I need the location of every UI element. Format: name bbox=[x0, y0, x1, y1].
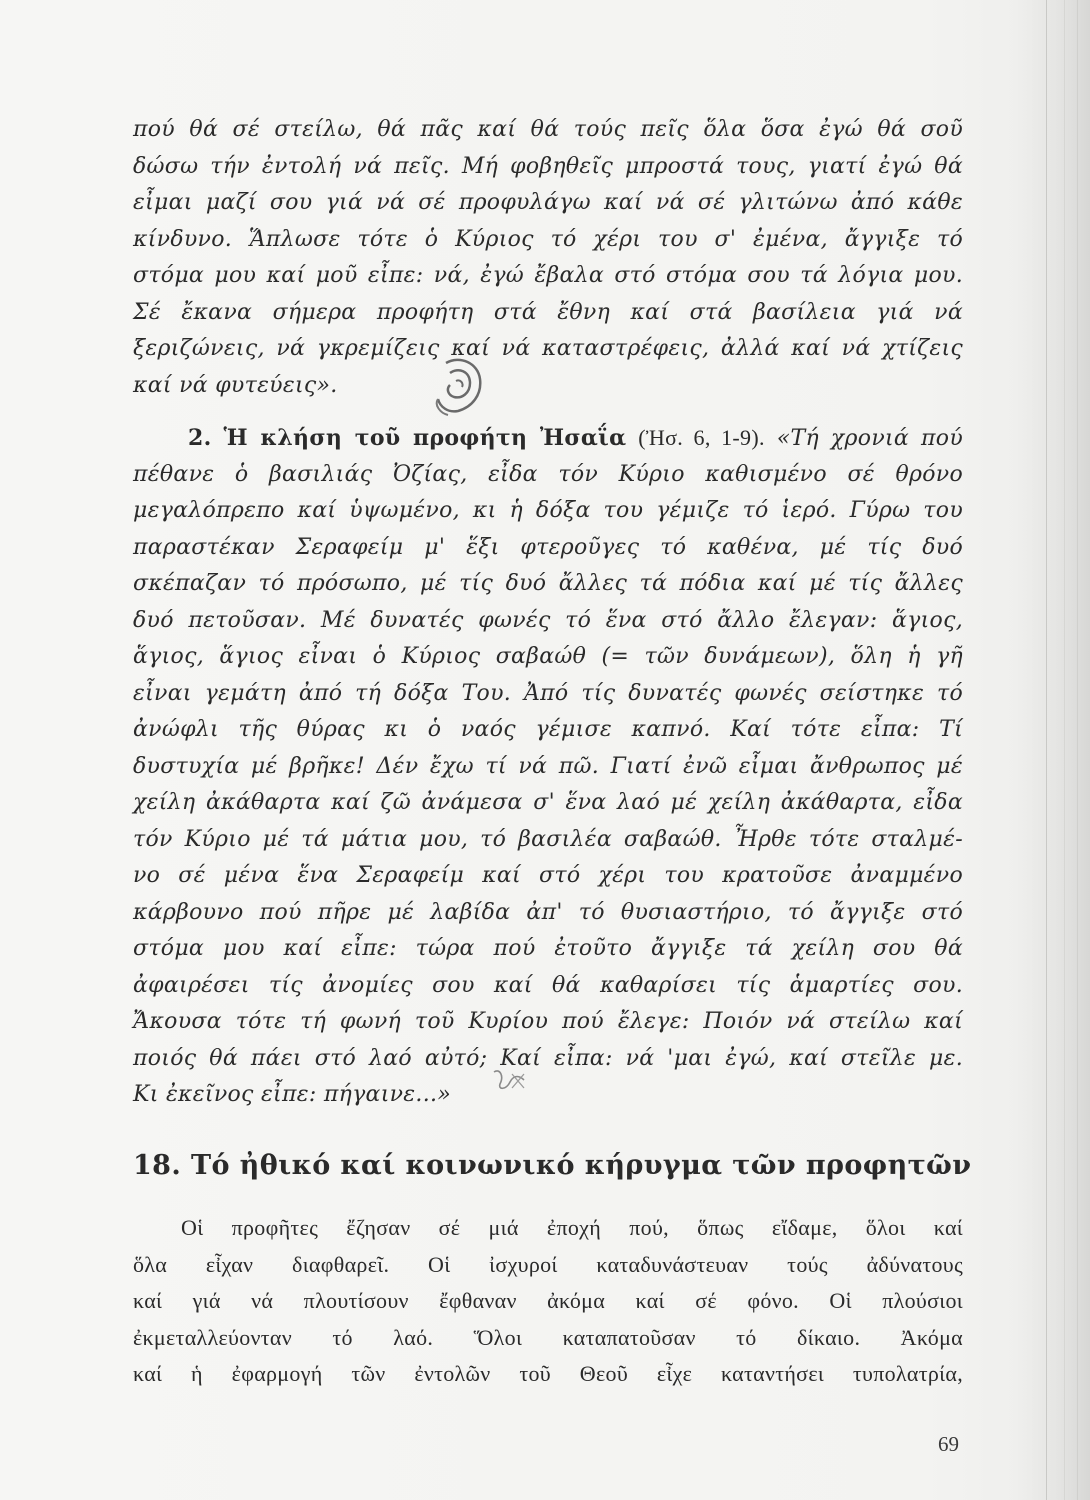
text-line: ὅλα εἶχαν διαφθαρεῖ. Οἱ ἰσχυροί καταδυνάστευαν τούς ἀδύνατους bbox=[133, 1251, 963, 1277]
page-number: 69 bbox=[938, 1432, 959, 1456]
text-line: στόμα μου καί μοῦ εἶπε: νά, ἐγώ ἔβαλα στό στόμα σου τά λόγια μου. bbox=[133, 263, 963, 288]
text-line: σκέπαζαν τό πρόσωπο, μέ τίς δυό ἄλλες τά πόδια καί μέ τίς ἄλλες bbox=[133, 571, 963, 596]
paragraph-title: Ἡ κλήση τοῦ προφήτη Ἠσαΐα bbox=[223, 425, 627, 451]
text-line: εἶμαι μαζί σου γιά νά σέ προφυλάγω καί νά σέ γλιτώνω ἀπό κάθε bbox=[133, 190, 963, 215]
text-line: Οἱ προφῆτες ἔζησαν σέ μιά ἐποχή πού, ὅπως εἴδαμε, ὅλοι καί bbox=[181, 1215, 963, 1240]
text-line: νο σέ μένα ἕνα Σεραφείμ καί στό χέρι του κρατοῦσε ἀναμμένο bbox=[133, 863, 963, 888]
text-line: πού θά σέ στείλω, θά πᾶς καί θά τούς πεῖς ὅλα ὅσα ἐγώ θά σοῦ bbox=[133, 117, 963, 142]
isaiah-paragraph bbox=[133, 420, 963, 1114]
text-line: πέθανε ὁ βασιλιάς Ὀζίας, εἶδα τόν Κύριο καθισμένο σέ θρόνο bbox=[133, 461, 963, 487]
page-edge-line bbox=[1064, 0, 1065, 1500]
binding-shadow bbox=[1015, 0, 1090, 1500]
text-line: δώσω τήν ἐντολή νά πεῖς. Μή φοβηθεῖς μπροστά τους, γιατί ἐγώ θά bbox=[133, 153, 963, 179]
text-span: «Τή χρονιά πού bbox=[776, 426, 964, 451]
text-line: μεγαλόπρεπο καί ὑψωμένο, κι ἡ δόξα του γέμιζε τό ἱερό. Γύρω του bbox=[133, 498, 963, 523]
text-line: ἀφαιρέσει τίς ἀνομίες σου καί θά καθαρίσει τίς ἁμαρτίες σου. bbox=[133, 972, 963, 998]
section-heading: 18. Τό ἠθικό καί κοινωνικό κήρυγμα τῶν προφητῶν bbox=[133, 1150, 972, 1181]
paragraph-number: 2. bbox=[188, 425, 212, 451]
text-line: ποιός θά πάει στό λαό αὐτό; Καί εἶπα: νά 'μαι ἐγώ, καί στεῖλε με. bbox=[133, 1045, 963, 1071]
scripture-reference: (Ἠσ. 6, 1-9). bbox=[638, 425, 765, 450]
page-edge-line bbox=[1046, 0, 1047, 1500]
quotation-paragraph bbox=[133, 112, 963, 404]
text-line: τόν Κύριο μέ τά μάτια μου, τό βασιλέα σαβαώθ. Ἦρθε τότε σταλμέ- bbox=[133, 826, 963, 852]
text-line: ξεριζώνεις, νά γκρεμίζεις καί νά καταστρέφεις, ἀλλά καί νά χτίζεις bbox=[133, 336, 963, 361]
text-line: Κι ἐκεῖνος εἶπε: πήγαινε...» bbox=[133, 1082, 452, 1107]
library-stamp-icon bbox=[428, 355, 488, 417]
text-line: κάρβουνο πού πῆρε μέ λαβίδα ἀπ' τό θυσιαστήριο, τό ἄγγιξε στό bbox=[133, 899, 963, 925]
paragraph-first-line bbox=[133, 420, 963, 457]
text-line: Σέ ἔκανα σήμερα προφήτη στά ἔθνη καί στά βασίλεια γιά νά bbox=[133, 299, 963, 325]
text-line: ἅγιος, ἅγιος εἶναι ὁ Κύριος σαβαώθ (= τῶν δυνάμεων), ὅλη ἡ γῆ bbox=[133, 644, 963, 669]
text-line: καί νά φυτεύεις». bbox=[133, 372, 338, 398]
text-line: παραστέκαν Σεραφείμ μ' ἕξι φτεροῦγες τό καθένα, μέ τίς δυό bbox=[133, 534, 963, 560]
text-line: κίνδυνο. Ἅπλωσε τότε ὁ Κύριος τό χέρι του σ' ἐμένα, ἄγγιξε τό bbox=[133, 226, 963, 252]
text-line: στόμα μου καί εἶπε: τώρα πού ἐτοῦτο ἄγγιξε τά χείλη σου θά bbox=[133, 936, 963, 961]
text-line: εἶναι γεμάτη ἀπό τή δόξα Του. Ἀπό τίς δυνατές φωνές σείστηκε τό bbox=[133, 680, 963, 706]
text-line: Ἄκουσα τότε τή φωνή τοῦ Κυρίου πού ἔλεγε: Ποιόν νά στείλω καί bbox=[133, 1009, 963, 1034]
text-line: ἀνώφλι τῆς θύρας κι ὁ ναός γέμισε καπνό. Καί τότε εἶπα: Τί bbox=[133, 717, 963, 742]
text-line: δυστυχία μέ βρῆκε! Δέν ἔχω τί νά πῶ. Γιατί ἐνῶ εἶμαι ἄνθρωπος μέ bbox=[133, 753, 963, 779]
section-body bbox=[133, 1210, 963, 1393]
text-line: δυό πετοῦσαν. Μέ δυνατές φωνές τό ἕνα στό ἄλλο ἔλεγαν: ἅγιος, bbox=[133, 607, 963, 633]
text-line: καί γιά νά πλουτίσουν ἔφθαναν ἀκόμα καί σέ φόνο. Οἱ πλούσιοι bbox=[133, 1288, 963, 1313]
pencil-mark-icon bbox=[490, 1066, 530, 1094]
page-edge-line bbox=[1077, 0, 1078, 1500]
text-line: χείλη ἀκάθαρτα καί ζῶ ἀνάμεσα σ' ἕνα λαό μέ χείλη ἀκάθαρτα, εἶδα bbox=[133, 790, 963, 815]
text-line: καί ἡ ἐφαρμογή τῶν ἐντολῶν τοῦ Θεοῦ εἶχε καταντήσει τυπολατρία, bbox=[133, 1361, 963, 1386]
text-line: ἐκμεταλλεύονταν τό λαό. Ὅλοι καταπατοῦσαν τό δίκαιο. Ἀκόμα bbox=[133, 1324, 963, 1350]
